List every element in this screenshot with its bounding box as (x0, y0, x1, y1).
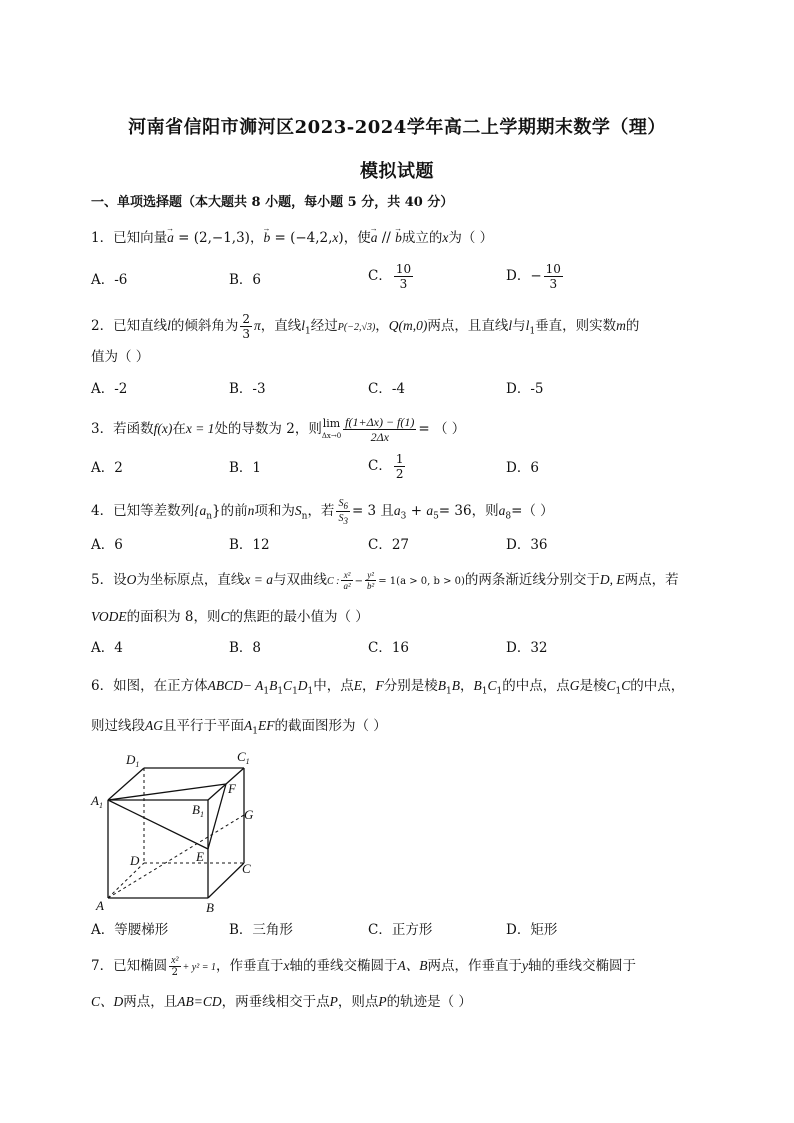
label-d: D (130, 853, 140, 868)
label-f: F (228, 781, 236, 796)
q6-option-c: C．正方形 (368, 922, 433, 938)
question-1: 1．已知向量→ a = (2,−1,3)，→ b = (−4,2,x)，使→ a // → b成立的x为（ ） (91, 228, 493, 248)
q1-option-c: C． $\frac{10}{3}$ (368, 262, 412, 291)
label-c: C (242, 861, 251, 876)
edge-b-c (208, 863, 244, 898)
hidden-line-a-g (108, 815, 244, 898)
q4-option-b: B．12 (229, 537, 270, 553)
label-b1: $B_1$ (192, 802, 204, 819)
label-g: G (244, 807, 254, 822)
label-e: E (196, 849, 204, 864)
question-7-cont: C、D两点，且AB=CD，两垂线相交于点P，则点P的轨迹是（ ） (91, 994, 472, 1010)
question-7: 7．已知椭圆 $\frac{\text{x²}}{2}$ + y² = 1，作垂直于x轴的垂线交椭圆于A、B两点，作垂直于y轴的垂线交椭圆于 (91, 955, 636, 978)
q6-option-b: B．三角形 (229, 922, 293, 938)
q4-option-d: D．36 (506, 537, 548, 553)
q4-option-a: A．6 (91, 537, 123, 553)
q1-option-b: B．6 (229, 272, 262, 288)
label-a1: $A_1$ (91, 793, 103, 810)
question-4: 4．已知等差数列$\{a_n\}$的前n项和为$S_n$，若 $\frac{S_6}{S_3}$ = 3 且$a_3 + a_5= 36$，则$a_8=$（ ） (91, 498, 554, 526)
line-f-e (208, 784, 226, 849)
q3-option-b: B．1 (229, 460, 262, 476)
q6-option-d: D．矩形 (506, 922, 558, 938)
label-b: B (206, 900, 214, 915)
q5-option-d: D．32 (506, 640, 548, 656)
label-a: A (96, 898, 104, 913)
q2-option-b: B．-3 (229, 381, 266, 397)
q3-option-a: A．2 (91, 460, 123, 476)
q2-option-c: C．-4 (368, 381, 405, 397)
question-6-cont: 则过线段AG且平行于平面$A_1EF$的截面图形为（ ） (91, 718, 387, 737)
cube-figure (88, 748, 268, 918)
question-5: 5．设O为坐标原点，直线x = a与双曲线C : $\frac{\text{x²}}{\text{a²}}$ − $\frac{\text{y²}}{\text{b²}}$ = 1(a > 0, b > 0)的两条渐近线分别交于D, E两点，若 (91, 570, 679, 591)
section-heading: 一、单项选择题（本大题共 8 小题，每小题 5 分，共 40 分） (91, 195, 454, 210)
hidden-edge-a-d (108, 863, 144, 898)
label-c1: $C_1$ (237, 749, 250, 766)
page-title: 河南省信阳市浉河区2023-2024学年高二上学期期末数学（理） (128, 117, 666, 138)
q5-option-a: A．4 (91, 640, 123, 656)
line-a1-f (108, 784, 226, 800)
q5-option-c: C．16 (368, 640, 410, 656)
question-3: 3．若函数f(x)在x = 1处的导数为 2，则lim Δx→0 $\frac{f(1+\Delta x) - f(1)}{2\Delta x}$ = （ ） (91, 415, 466, 444)
question-6: 6．如图，在正方体ABCD− $A_1B_1C_1D_1$中，点E，F分别是棱$B_1B$，$B_1C_1$的中点，点G是棱$C_1C$的中点， (91, 678, 685, 697)
label-d1: $D_1$ (126, 752, 140, 769)
question-2: 2．已知直线l的倾斜角为 $\frac{2}{3}$ π，直线$l_1$经过P(−2,√3)，Q(m,0)两点，且直线l与$l_1$垂直，则实数m的 (91, 312, 640, 341)
page-subtitle: 模拟试题 (360, 161, 434, 182)
q5-option-b: B．8 (229, 640, 262, 656)
q2-option-a: A．-2 (91, 381, 128, 397)
q3-option-d: D．6 (506, 460, 539, 476)
q1-option-d: D．− $\frac{10}{3}$ (506, 262, 561, 291)
q2-option-d: D．-5 (506, 381, 544, 397)
question-5-cont: VODE的面积为 8，则C的焦距的最小值为（ ） (91, 609, 369, 625)
q6-option-a: A．等腰梯形 (91, 922, 169, 938)
q3-option-c: C． $\frac{1}{2}$ (368, 452, 404, 481)
q4-option-c: C．27 (368, 537, 410, 553)
q1-option-a: A．-6 (91, 272, 128, 288)
question-2-cont: 值为（ ） (91, 349, 150, 365)
